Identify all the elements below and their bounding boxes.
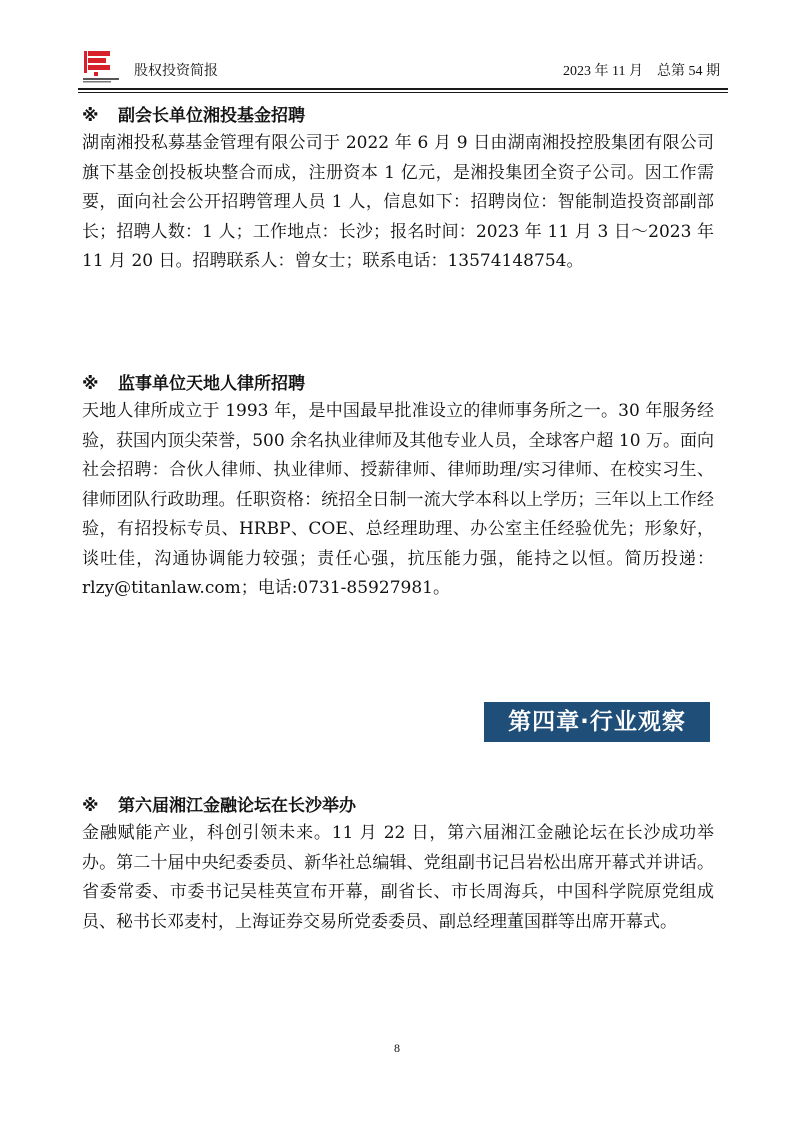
reference-mark: ※ <box>82 374 99 394</box>
reference-mark: ※ <box>82 106 99 126</box>
page-header <box>78 48 728 90</box>
section-title <box>82 793 714 819</box>
section-title-text: 监事单位天地人律所招聘 <box>118 374 305 394</box>
section-title <box>82 371 714 397</box>
issue-number: 总第 54 期 <box>657 64 720 79</box>
section-title <box>82 103 714 129</box>
page-number: 8 <box>394 1041 400 1055</box>
reference-mark: ※ <box>82 796 99 816</box>
publication-title: 股权投资简报 <box>134 64 218 79</box>
chapter-heading: 第四章·行业观察 <box>484 702 710 742</box>
section-title-text: 副会长单位湘投基金招聘 <box>118 106 305 126</box>
section-xiangjiang-forum <box>82 793 714 937</box>
association-logo-icon <box>80 48 122 84</box>
issue-info <box>549 60 720 80</box>
section-body: 金融赋能产业，科创引领未来。11 月 22 日，第六届湘江金融论坛在长沙成功举办。第二十届中央纪委委员、新华社总编辑、党组副书记吕岩松出席开幕式并讲话。省委常委、市委书记吴桂英宣布开幕，副省长、市长周海兵，中国科学院原党组成员、秘书长邓麦村，上海证券交易所党委委员、副总经理董国群等出席开幕式。 <box>82 823 714 932</box>
section-body: 湖南湘投私募基金管理有限公司于 2022 年 6 月 9 日由湖南湘投控股集团有限公司旗下基金创投板块整合而成，注册资本 1 亿元，是湘投集团全资子公司。因工作需要，面向社会公开招聘管理人员 1 人，信息如下：招聘岗位：智能制造投资部副部长；招聘人数：1 人；工作地点：长沙；报名时间：2023 年 11 月 3 日～2023 年 11 月 20 日。招聘联系人：曾女士；联系电话：13574148754。 <box>82 133 714 271</box>
section-title-text: 第六届湘江金融论坛在长沙举办 <box>118 796 356 816</box>
issue-date: 2023 年 11 月 <box>563 64 643 79</box>
section-tiandiren-recruitment <box>82 371 714 604</box>
section-xiangtou-recruitment <box>82 103 714 277</box>
section-body: 天地人律所成立于 1993 年，是中国最早批准设立的律师事务所之一。30 年服务经验，获国内顶尖荣誉，500 余名执业律师及其他专业人员，全球客户超 10 万。面向社会招聘：合伙人律师、执业律师、授薪律师、律师助理/实习律师、在校实习生、律师团队行政助理。任职资格：统招全日制一流大学本科以上学历；三年以上工作经验，有招投标专员、HRBP、COE、总经理助理、办公室主任经验优先；形象好，谈吐佳，沟通协调能力较强；责任心强，抗压能力强，能持之以恒。简历投递：rlzy@titanlaw.com；电话:0731-85927981。 <box>82 401 714 598</box>
